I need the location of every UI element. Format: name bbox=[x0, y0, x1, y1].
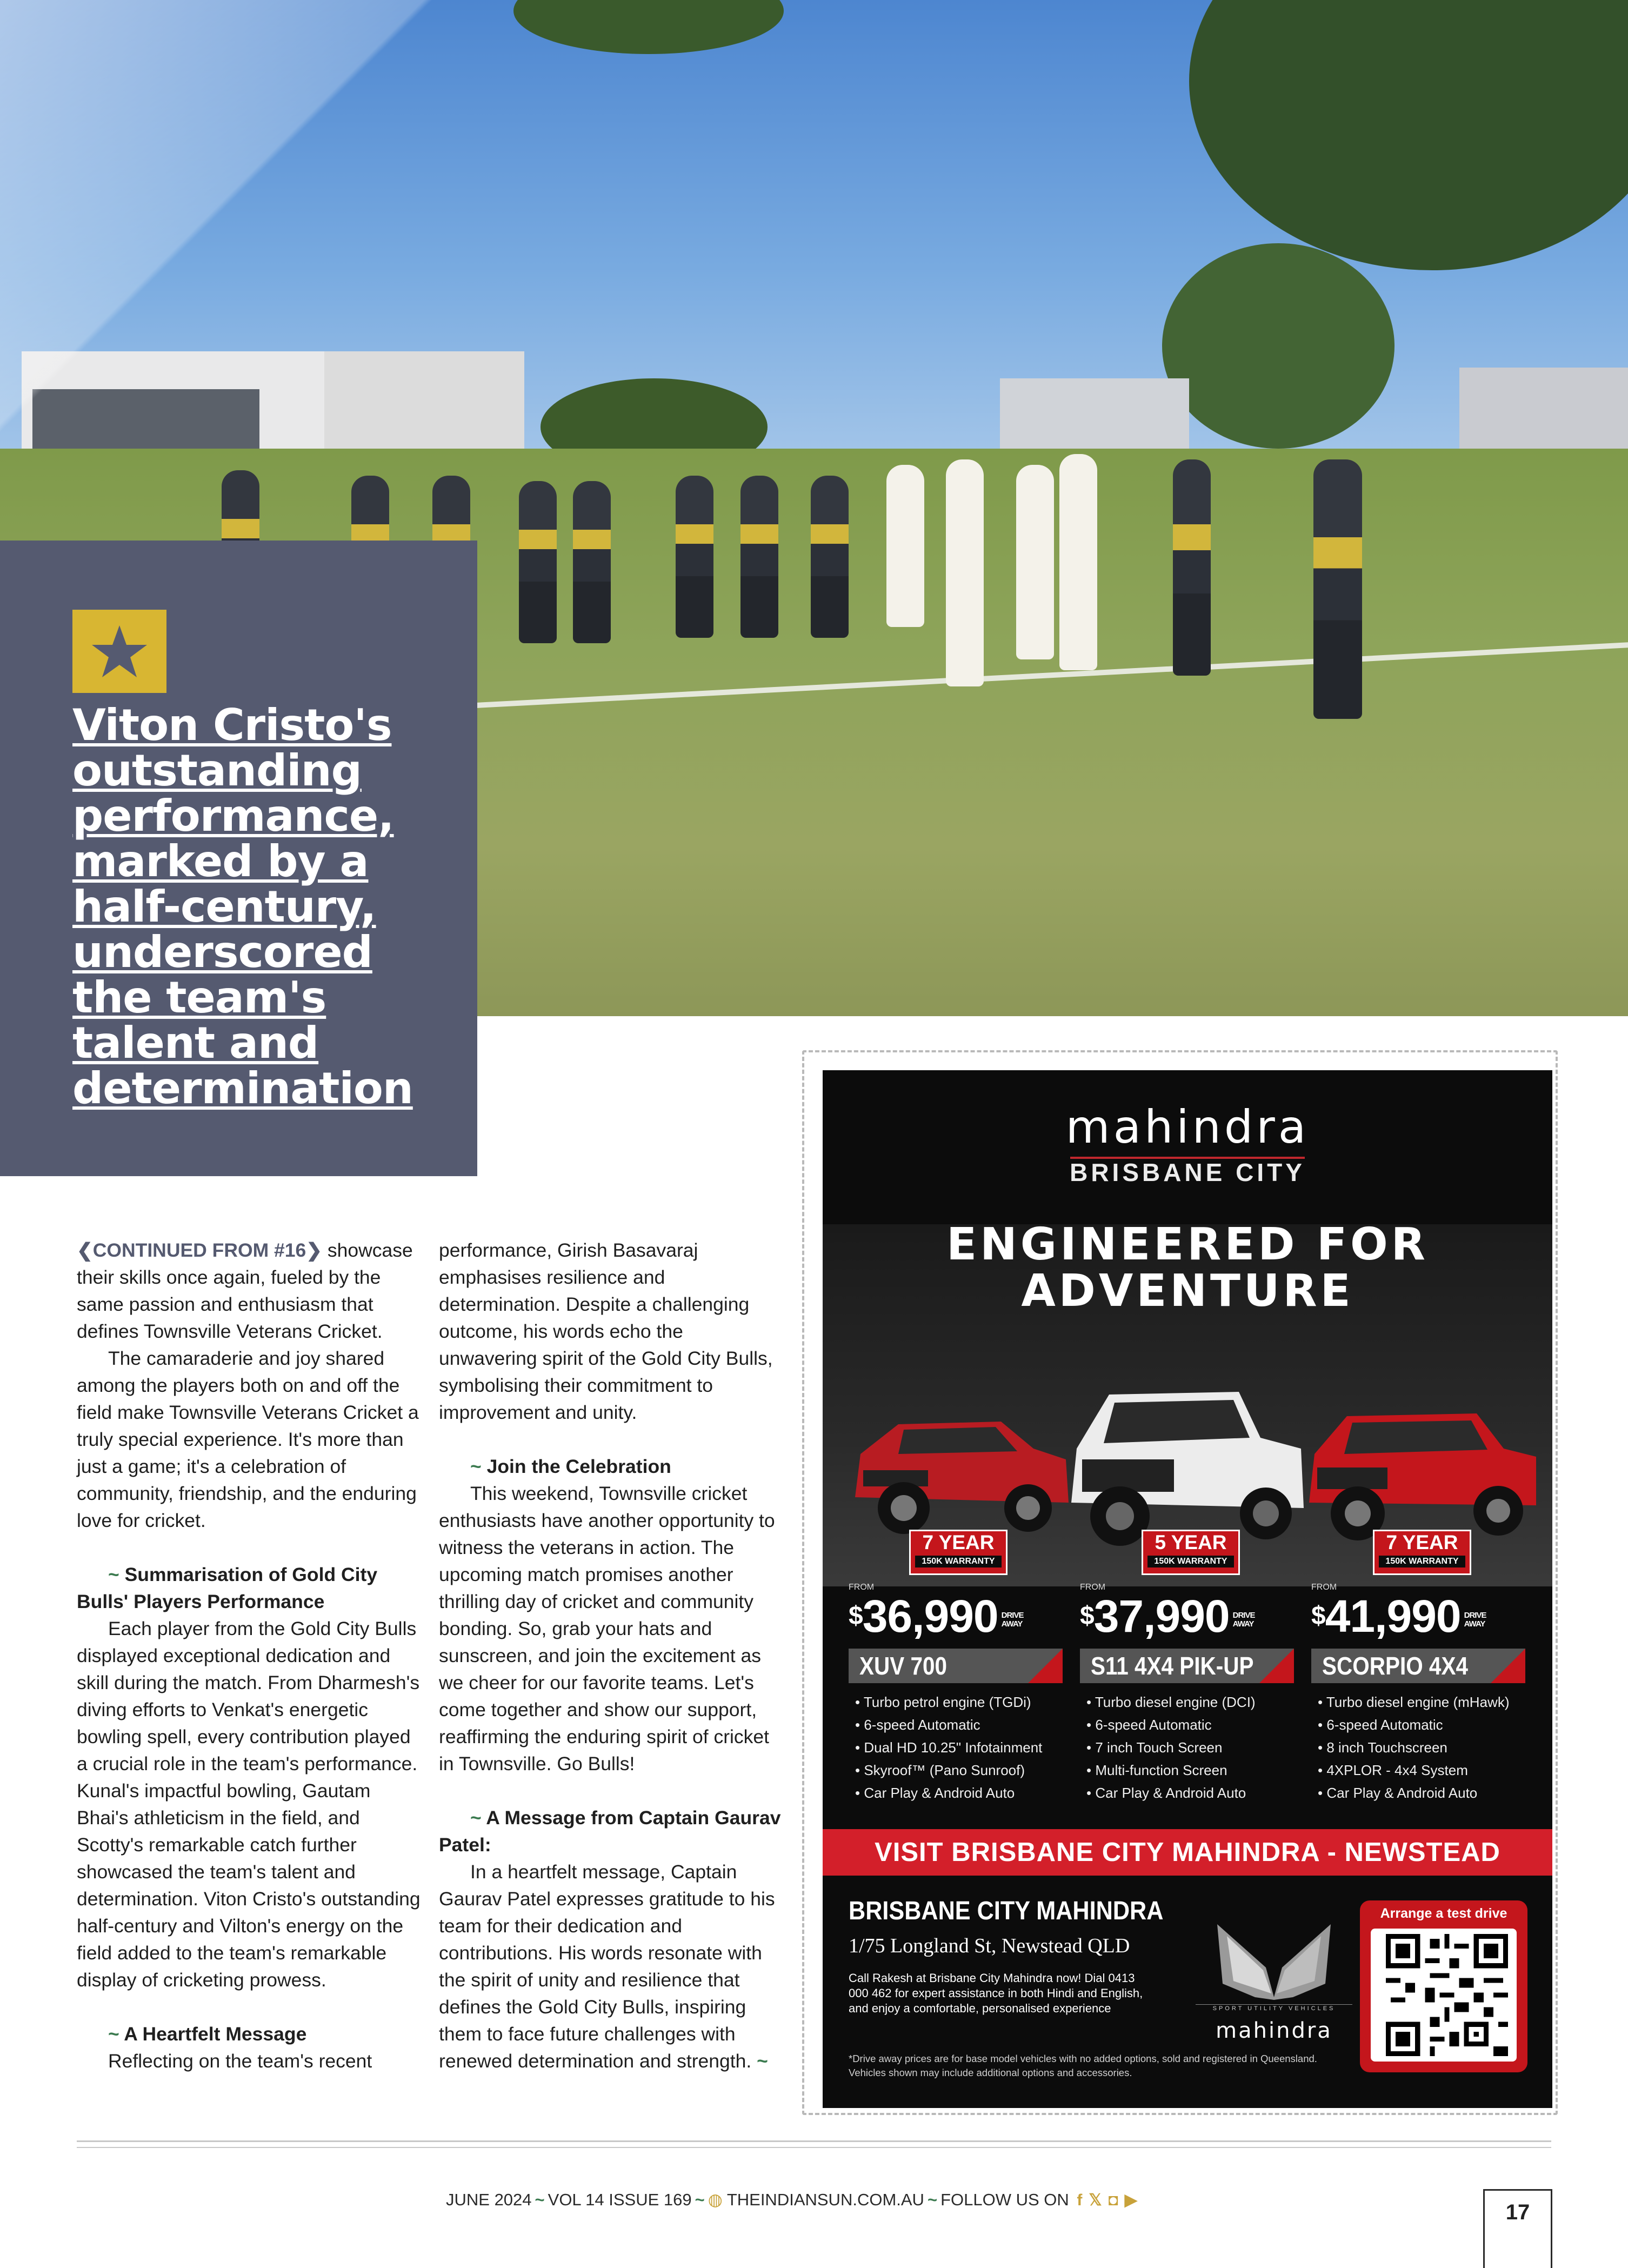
car-scorpio-image bbox=[1298, 1373, 1542, 1557]
model-name-bar bbox=[1080, 1649, 1294, 1683]
price-from-label: FROM bbox=[1311, 1583, 1337, 1592]
footer-follow: FOLLOW US ON bbox=[940, 2190, 1069, 2209]
drive-away-label: DRIVE AWAY bbox=[1001, 1610, 1024, 1629]
end-wave-icon: ~ bbox=[757, 2050, 768, 2072]
globe-icon: ◍ bbox=[708, 2190, 727, 2209]
feature-list bbox=[855, 1691, 1082, 1804]
footer-issue: VOL 14 ISSUE 169 bbox=[548, 2190, 692, 2209]
drive-away-label: DRIVE AWAY bbox=[1464, 1610, 1486, 1629]
feature-item: • 6-speed Automatic bbox=[1086, 1713, 1313, 1736]
subheading bbox=[439, 1804, 785, 1858]
price-value: 41,990 bbox=[1325, 1591, 1461, 1642]
footer-site-link[interactable]: THEINDIANSUN.COM.AU bbox=[726, 2190, 924, 2209]
logo-subtitle: SPORT UTILITY VEHICLES bbox=[1212, 2005, 1336, 2012]
price-block bbox=[1080, 1583, 1307, 1640]
photo-player bbox=[573, 481, 611, 643]
advert-location: BRISBANE CITY bbox=[1070, 1158, 1305, 1186]
photo-player bbox=[1059, 454, 1097, 670]
feature-item: • Car Play & Android Auto bbox=[1086, 1782, 1313, 1804]
warranty-badge bbox=[1142, 1530, 1240, 1575]
footer-rule bbox=[77, 2140, 1551, 2142]
photo-player bbox=[676, 476, 713, 638]
car-xuv700-image bbox=[839, 1373, 1077, 1557]
feature-item: • 6-speed Automatic bbox=[855, 1713, 1082, 1736]
warranty-badge bbox=[909, 1530, 1008, 1575]
footer-bar bbox=[446, 2190, 1213, 2210]
feature-item: • Dual HD 10.25" Infotainment bbox=[855, 1736, 1082, 1759]
model-name: XUV 700 bbox=[859, 1652, 948, 1680]
tagline-line-1: ENGINEERED FOR bbox=[946, 1219, 1429, 1270]
photo-player bbox=[886, 465, 924, 627]
article-paragraph: The camaraderie and joy shared among the players both on and off the field make Townsville Veterans Cricket a truly special experience. It's more than just a game; it's a celebration of community, friendship, and the enduring love for cricket. bbox=[77, 1348, 419, 1531]
star-icon bbox=[90, 623, 149, 679]
wave-icon: ~ bbox=[695, 2190, 705, 2209]
subheading-text: A Heartfelt Message bbox=[124, 2023, 307, 2045]
feature-item: • Turbo diesel engine (DCI) bbox=[1086, 1691, 1313, 1713]
wave-icon: ~ bbox=[535, 2190, 545, 2209]
model-name-bar bbox=[1311, 1649, 1525, 1683]
warranty-km: 150K WARRANTY bbox=[1379, 1556, 1465, 1567]
photo-player bbox=[1016, 465, 1054, 659]
feature-item: • Turbo diesel engine (mHawk) bbox=[1318, 1691, 1545, 1713]
model-name: SCORPIO 4X4 bbox=[1322, 1652, 1468, 1680]
article-paragraph bbox=[77, 1237, 423, 1345]
model-name-bar bbox=[849, 1649, 1063, 1683]
feature-item: • 6-speed Automatic bbox=[1318, 1713, 1545, 1736]
continued-from-label: ❮CONTINUED FROM #16❯ bbox=[77, 1239, 322, 1261]
headline: Viton Cristo's outstanding performance, marked by a half-century, underscored the team's talent and determination bbox=[72, 700, 413, 1113]
feature-list bbox=[1318, 1691, 1545, 1804]
warranty-badge bbox=[1373, 1530, 1471, 1575]
warranty-years: 7 YEAR bbox=[922, 1531, 995, 1553]
price-currency: $ bbox=[1311, 1602, 1325, 1630]
photo-player bbox=[946, 459, 984, 686]
photo-player bbox=[1173, 459, 1211, 676]
mahindra-logo-icon bbox=[1196, 1903, 1352, 2022]
price-from-label: FROM bbox=[1080, 1583, 1106, 1592]
feature-item: • Car Play & Android Auto bbox=[1318, 1782, 1545, 1804]
price-amount bbox=[1311, 1592, 1538, 1640]
logo-rule bbox=[1196, 2004, 1352, 2005]
photo-player bbox=[519, 481, 557, 643]
footer-date: JUNE 2024 bbox=[446, 2190, 532, 2209]
footer-rule-thin bbox=[77, 2147, 1551, 2148]
price-currency: $ bbox=[1080, 1602, 1094, 1630]
instagram-icon[interactable]: ◘ bbox=[1108, 2191, 1118, 2209]
feature-list bbox=[1086, 1691, 1313, 1804]
wave-icon: ~ bbox=[470, 1807, 482, 1829]
price-amount bbox=[849, 1592, 1076, 1640]
price-value: 36,990 bbox=[862, 1591, 998, 1642]
feature-item: • Turbo petrol engine (TGDi) bbox=[855, 1691, 1082, 1713]
youtube-icon[interactable]: ▶ bbox=[1124, 2191, 1137, 2209]
drive-away-label: DRIVE AWAY bbox=[1232, 1610, 1255, 1629]
warranty-years: 7 YEAR bbox=[1386, 1531, 1458, 1553]
page-number-box bbox=[1483, 2189, 1552, 2268]
photo-player bbox=[740, 476, 778, 638]
mahindra-advert[interactable] bbox=[823, 1070, 1552, 2108]
article-lead-text: showcase their skills once again, fueled by the same passion and enthusiasm that defines Townsville Veterans Cricket. bbox=[77, 1239, 413, 1342]
subheading-text: Summarisation of Gold City Bulls' Players Performance bbox=[77, 1564, 378, 1612]
price-block bbox=[849, 1583, 1076, 1640]
feature-item: • 8 inch Touchscreen bbox=[1318, 1736, 1545, 1759]
price-from-label: FROM bbox=[849, 1583, 875, 1592]
wave-icon: ~ bbox=[470, 1456, 482, 1477]
price-value: 37,990 bbox=[1093, 1591, 1230, 1642]
article-paragraph: Reflecting on the team's recent bbox=[108, 2050, 372, 2072]
photo-player bbox=[811, 476, 849, 638]
model-name: S11 4X4 PIK-UP bbox=[1091, 1652, 1254, 1680]
advert-brand: mahindra bbox=[1065, 1100, 1310, 1153]
visit-banner[interactable]: VISIT BRISBANE CITY MAHINDRA - NEWSTEAD bbox=[823, 1829, 1552, 1876]
article-column-1 bbox=[77, 1237, 423, 2074]
dealer-address: 1/75 Longland St, Newstead QLD bbox=[849, 1935, 1130, 1957]
article-column-2 bbox=[439, 1237, 785, 2074]
price-currency: $ bbox=[849, 1602, 863, 1630]
qr-code-icon[interactable] bbox=[1386, 1934, 1508, 2056]
photo-light-overlay bbox=[0, 0, 432, 432]
article-paragraph: This weekend, Townsville cricket enthusiasts have another opportunity to witness the veterans in action. The upcoming match promises another thrilling day of cricket and community bonding. So, grab your hats and sunscreen, and join the excitement as we cheer for our favorite teams. Let's come together and show our support, reaffirming the enduring spirit of cricket in Townsville. Go Bulls! bbox=[439, 1483, 775, 1775]
photo-tree-right bbox=[1162, 243, 1395, 449]
article-closing-text: In a heartfelt message, Captain Gaurav Patel expresses gratitude to his team for their dedication and contributions. His words resonate with the spirit of unity and resilience that defines the Gold City Bulls, inspiring them to face future challenges with renewed determination and strength. bbox=[439, 1861, 775, 2072]
disclaimer: *Drive away prices are for base model vehicles with no added options, sold and registered in Queensland. Vehicles shown may include additional options and accessories. bbox=[849, 2053, 1317, 2078]
article-paragraph bbox=[439, 1858, 785, 2074]
subheading-text: A Message from Captain Gaurav Patel: bbox=[439, 1807, 781, 1856]
subheading-text: Join the Celebration bbox=[486, 1456, 671, 1477]
subheading bbox=[77, 1561, 423, 1615]
price-amount bbox=[1080, 1592, 1307, 1640]
page-number: 17 bbox=[1505, 2200, 1530, 2224]
feature-item: • Skyroof™ (Pano Sunroof) bbox=[855, 1759, 1082, 1782]
star-badge bbox=[72, 610, 166, 693]
facebook-icon[interactable]: f bbox=[1077, 2191, 1083, 2209]
article-paragraph: Each player from the Gold City Bulls displayed exceptional dedication and skill during the match. From Dharmesh's diving efforts to Venkat's energetic bowling spell, every contribution played a crucial role in the team's performance. Kunal's impactful bowling, Gautam Bhai's athleticism in the field, and Scotty's remarkable catch further showcased the team's talent and determination. Viton Cristo's outstanding half-century and Vilton's energy on the field added to the team's remarkable display of cricketing prowess. bbox=[77, 1618, 421, 1991]
subheading bbox=[439, 1453, 785, 1480]
photo-player bbox=[1313, 459, 1362, 719]
photo-building-far-right bbox=[1459, 368, 1628, 454]
call-text: Call Rakesh at Brisbane City Mahindra now! Dial 0413 000 462 for expert assistance in both Hindi and English, and enjoy a comfortable, personalised experience bbox=[849, 1971, 1143, 2015]
subheading bbox=[77, 2020, 423, 2047]
wave-icon: ~ bbox=[108, 2023, 119, 2045]
tagline-line-2: ADVENTURE bbox=[1021, 1265, 1354, 1317]
wave-icon: ~ bbox=[927, 2190, 938, 2209]
qr-label: Arrange a test drive bbox=[1380, 1906, 1507, 1921]
warranty-years: 5 YEAR bbox=[1155, 1531, 1227, 1553]
article-paragraph: performance, Girish Basavaraj emphasises resilience and determination. Despite a challenging outcome, his words echo the unwavering spirit of the Gold City Bulls, symbolising their commitment to improvement and unity. bbox=[439, 1239, 773, 1423]
feature-item: • 7 inch Touch Screen bbox=[1086, 1736, 1313, 1759]
feature-item: • Multi-function Screen bbox=[1086, 1759, 1313, 1782]
price-block bbox=[1311, 1583, 1538, 1640]
logo-wordmark: mahindra bbox=[1216, 2018, 1332, 2043]
feature-item: • Car Play & Android Auto bbox=[855, 1782, 1082, 1804]
advert-tagline bbox=[844, 1219, 1531, 1317]
wave-icon: ~ bbox=[108, 1564, 119, 1585]
dealer-name: BRISBANE CITY MAHINDRA bbox=[849, 1897, 1164, 1925]
feature-item: • 4XPLOR - 4x4 System bbox=[1318, 1759, 1545, 1782]
warranty-km: 150K WARRANTY bbox=[1147, 1556, 1234, 1567]
warranty-km: 150K WARRANTY bbox=[915, 1556, 1002, 1567]
x-icon[interactable]: 𝕏 bbox=[1089, 2191, 1102, 2209]
